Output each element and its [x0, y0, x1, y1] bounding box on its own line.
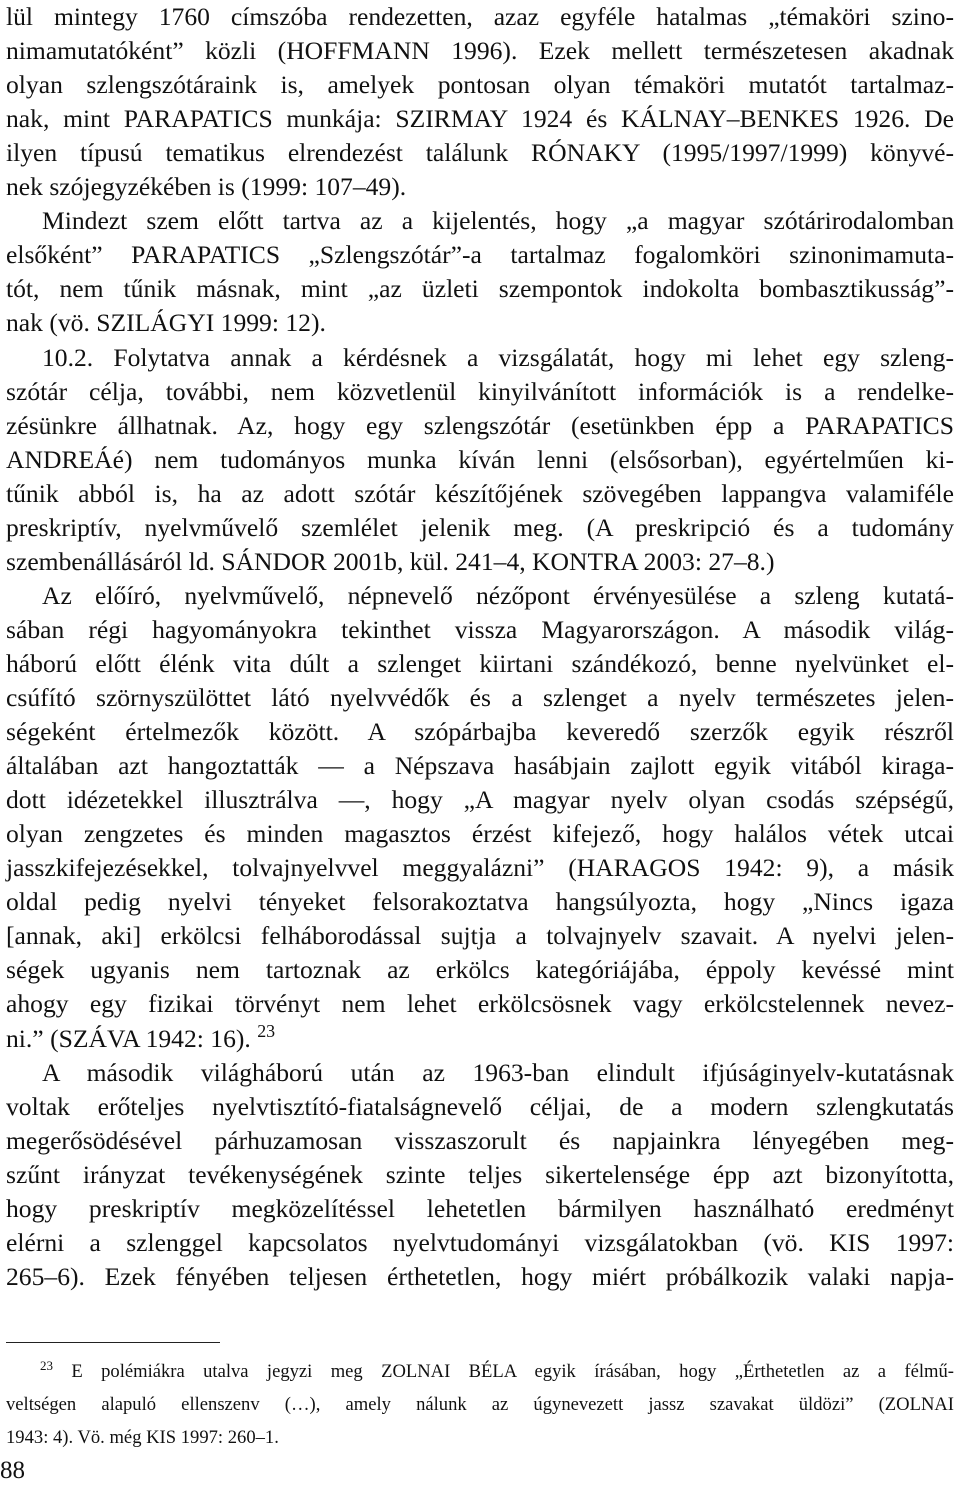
- footnote-separator: [6, 1342, 220, 1343]
- footnote-marker: 23: [40, 1357, 54, 1373]
- text-line: Mindezt szem előtt tartva az a kijelentés, hogy „a magyar szótárirodalomban: [42, 206, 954, 236]
- text-line: háború előtt élénk vita dúlt a szlenget kiirtani szándékozó, benne nyelvünket el-: [6, 648, 954, 678]
- text-line: ni.” (SZÁVA 1942: 16). $^{23}$: [6, 1020, 276, 1053]
- footnote-reference: 23: [257, 1020, 276, 1041]
- text-line: elérni a szlenggel kapcsolatos nyelvtudományi vizsgálatokban (vö. KIS 1997:: [6, 1227, 954, 1257]
- footnote-line: [6, 1393, 954, 1417]
- text-line: ségeként értelmezők között. A szópárbajba keveredő szerzők egyik részről: [6, 717, 954, 747]
- text-line: tót, nem tűnik másnak, mint „az üzleti szempontok indokolta bombasztikusság”-: [6, 274, 954, 304]
- text-line: Az előíró, nyelvművelő, népnevelő nézőpont érvényesülése a szleng kutatá-: [42, 580, 954, 610]
- footnote-text: E polémiákra utalva jegyzi meg ZOLNAI BÉLA egyik írásában, hogy „Érthetetlen az a félmű-: [71, 1361, 954, 1382]
- text-line: olyan zengzetes és minden magasztos érzést kifejező, hogy halálos vétek utcai: [6, 819, 954, 849]
- text-line: szembenállásáról ld. SÁNDOR 2001b, kül. 241–4, KONTRA 2003: 27–8.): [6, 546, 775, 576]
- text-line: csúfító szörnyszülöttet látó nyelvvédők és a szlenget a nyelv természetes jelen-: [6, 683, 954, 712]
- text-line: elsőként” PARAPATICS „Szlengszótár”-a tartalmaz fogalomköri szinonimamuta-: [6, 240, 954, 270]
- text-line: általában azt hangoztatták — a Népszava hasábjain zajlott egyik vitából kiraga-: [6, 751, 954, 781]
- footnote-line: [6, 1426, 954, 1450]
- text-line: dott idézetekkel illusztrálva —, hogy „A magyar nyelv olyan csodás szépségű,: [6, 785, 954, 815]
- text-line: 10.2. Folytatva annak a kérdésnek a vizsgálatát, hogy mi lehet egy szleng-: [42, 342, 954, 372]
- text-line: olyan szlengszótáraink is, amelyek pontosan olyan témaköri mutatót tartalmaz-: [6, 70, 954, 100]
- text-line: ANDREÁé) nem tudományos munka kíván lenni (elsősorban), egyértelműen ki-: [6, 444, 954, 474]
- footnote-line: [6, 1357, 954, 1385]
- text-line: nimamutatóként” közli (HOFFMANN 1996). Ezek mellett természetesen akadnak: [6, 36, 954, 66]
- text-line: [annak, aki] erkölcsi felháborodással sujtja a tolvajnyelv szavait. A nyelvi jelen-: [6, 921, 954, 951]
- text-line: preskriptív, nyelvművelő szemlélet jelenik meg. (A preskripció és a tudomány: [6, 512, 954, 542]
- footnote-text: 1943: 4). Vö. még KIS 1997: 260–1.: [6, 1427, 279, 1448]
- footnote-text: veltségen alapuló ellenszenv (…), amely nálunk az úgynevezett jassz szavakat üldözi” (ZOLNAI: [6, 1394, 954, 1415]
- text-line: tűnik abból is, ha az adott szótár készítőjének szövegében lappangva valamiféle: [6, 478, 954, 508]
- text-line: ahogy egy fizikai törvényt nem lehet erkölcsösnek vagy erkölcstelennek nevez-: [6, 989, 954, 1019]
- text-line: nak, mint PARAPATICS munkája: SZIRMAY 1924 és KÁLNAY–BENKES 1926. De: [6, 104, 954, 134]
- page-number: 88: [0, 1457, 25, 1484]
- text-line: voltak erőteljes nyelvtisztító-fiatalságnevelő céljai, de a modern szlengkutatás: [6, 1091, 954, 1121]
- text-line: oldal pedig nyelvi tényeket felsorakoztatva hangsúlyozta, hogy „Nincs igaza: [6, 887, 954, 917]
- text-line: megerősödésével párhuzamosan visszaszorult és napjainkra lényegében meg-: [6, 1125, 954, 1155]
- text-line: 265–6). Ezek fényében teljesen érthetetlen, hogy miért próbálkozik valaki napja-: [6, 1261, 954, 1291]
- text-line: szótár célja, további, nem közvetlenül kinyilvánított információk is a rendelke-: [6, 376, 954, 406]
- text-line: zésünkre állhatnak. Az, hogy egy szlengszótár (esetünkben épp a PARAPATICS: [6, 410, 954, 440]
- text-line: hogy preskriptív megközelítéssel lehetetlen bármilyen használható eredményt: [6, 1193, 954, 1223]
- text-line: ilyen típusú tematikus elrendezést találunk RÓNAKY (1995/1997/1999) könyvé-: [6, 138, 954, 168]
- text-line: lül mintegy 1760 címszóba rendezetten, azaz egyféle hatalmas „témaköri szino-: [6, 2, 954, 31]
- text-line: nek szójegyzékében is (1999: 107–49).: [6, 172, 407, 202]
- text-line: sában régi hagyományokra tekinthet vissza Magyarországon. A második világ-: [6, 614, 954, 644]
- text-line: szűnt irányzat tevékenységének szinte teljes sikertelensége épp azt bizonyította,: [6, 1159, 954, 1189]
- text-line: nak (vö. SZILÁGYI 1999: 12).: [6, 308, 326, 338]
- text-line: ségek ugyanis nem tartoznak az erkölcs kategóriájába, éppoly kevéssé mint: [6, 955, 954, 985]
- text-line: A második világháború után az 1963-ban elindult ifjúságinyelv-kutatásnak: [42, 1057, 954, 1087]
- text-line: jasszkifejezésekkel, tolvajnyelvvel meggyalázni” (HARAGOS 1942: 9), a másik: [6, 853, 954, 883]
